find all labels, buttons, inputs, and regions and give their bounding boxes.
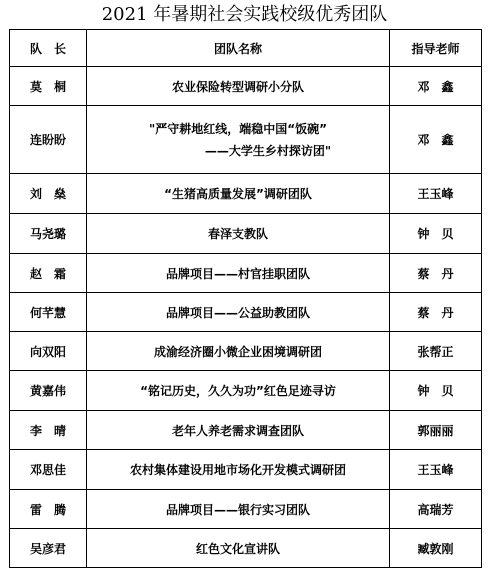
team-name-line-1: "严守耕地红线，端稳中国“饭碗” <box>148 121 328 136</box>
advisor-cell: 王玉峰 <box>390 450 482 490</box>
table-row <box>10 529 482 568</box>
table-row <box>10 254 482 293</box>
advisor-cell: 高瑞芳 <box>390 490 482 529</box>
team-name-cell: 春泽支教队 <box>87 214 390 254</box>
team-name-cell: 农村集体建设用地市场化开发模式调研团 <box>87 450 390 490</box>
team-name-cell: 成渝经济圈小微企业困境调研团 <box>87 332 390 371</box>
table-row <box>10 332 482 371</box>
advisor-cell: 钟 贝 <box>390 214 482 254</box>
advisor-cell: 蔡 丹 <box>390 293 482 332</box>
team-name-cell: “铭记历史，久久为功”红色足迹寻访 <box>87 371 390 411</box>
team-name-cell: 红色文化宣讲队 <box>87 529 390 568</box>
table-row <box>10 106 482 174</box>
leader-cell: 莫 桐 <box>10 67 87 106</box>
leader-cell: 连盼盼 <box>10 106 87 174</box>
team-name-cell: “生猪高质量发展”调研团队 <box>87 174 390 214</box>
team-name-cell: 品牌项目——银行实习团队 <box>87 490 390 529</box>
leader-cell: 赵 霜 <box>10 254 87 293</box>
team-name-line-2: ——大学生乡村探访团" <box>204 143 332 158</box>
table-header-row <box>10 30 482 67</box>
leader-cell: 吴彦君 <box>10 529 87 568</box>
team-name-cell: 品牌项目——村官挂职团队 <box>87 254 390 293</box>
team-name-cell: 农业保险转型调研小分队 <box>87 67 390 106</box>
page-title: 2021 年暑期社会实践校级优秀团队 <box>101 4 388 25</box>
team-name-cell <box>87 106 390 174</box>
table-row <box>10 174 482 214</box>
table-row <box>10 67 482 106</box>
header-advisor: 指导老师 <box>390 30 482 67</box>
leader-cell: 马尧璐 <box>10 214 87 254</box>
leader-cell: 刘 燊 <box>10 174 87 214</box>
table-row <box>10 411 482 450</box>
advisor-cell: 钟 贝 <box>390 371 482 411</box>
advisor-cell: 邓 鑫 <box>390 67 482 106</box>
leader-cell: 何芊慧 <box>10 293 87 332</box>
advisor-cell: 臧敦刚 <box>390 529 482 568</box>
header-team-name: 团队名称 <box>87 30 390 67</box>
team-name-cell: 老年人养老需求调查团队 <box>87 411 390 450</box>
table-row <box>10 450 482 490</box>
leader-cell: 李 晴 <box>10 411 87 450</box>
advisor-cell: 蔡 丹 <box>390 254 482 293</box>
advisor-cell: 邓 鑫 <box>390 106 482 174</box>
table-row <box>10 293 482 332</box>
table-row <box>10 371 482 411</box>
leader-cell: 黄嘉伟 <box>10 371 87 411</box>
table-row <box>10 214 482 254</box>
advisor-cell: 郭丽丽 <box>390 411 482 450</box>
advisor-cell: 王玉峰 <box>390 174 482 214</box>
leader-cell: 向双阳 <box>10 332 87 371</box>
leader-cell: 雷 腾 <box>10 490 87 529</box>
team-name-cell: 品牌项目——公益助教团队 <box>87 293 390 332</box>
advisor-cell: 张帮正 <box>390 332 482 371</box>
table-row <box>10 490 482 529</box>
team-table <box>9 29 482 568</box>
header-leader: 队 长 <box>10 30 87 67</box>
leader-cell: 邓思佳 <box>10 450 87 490</box>
